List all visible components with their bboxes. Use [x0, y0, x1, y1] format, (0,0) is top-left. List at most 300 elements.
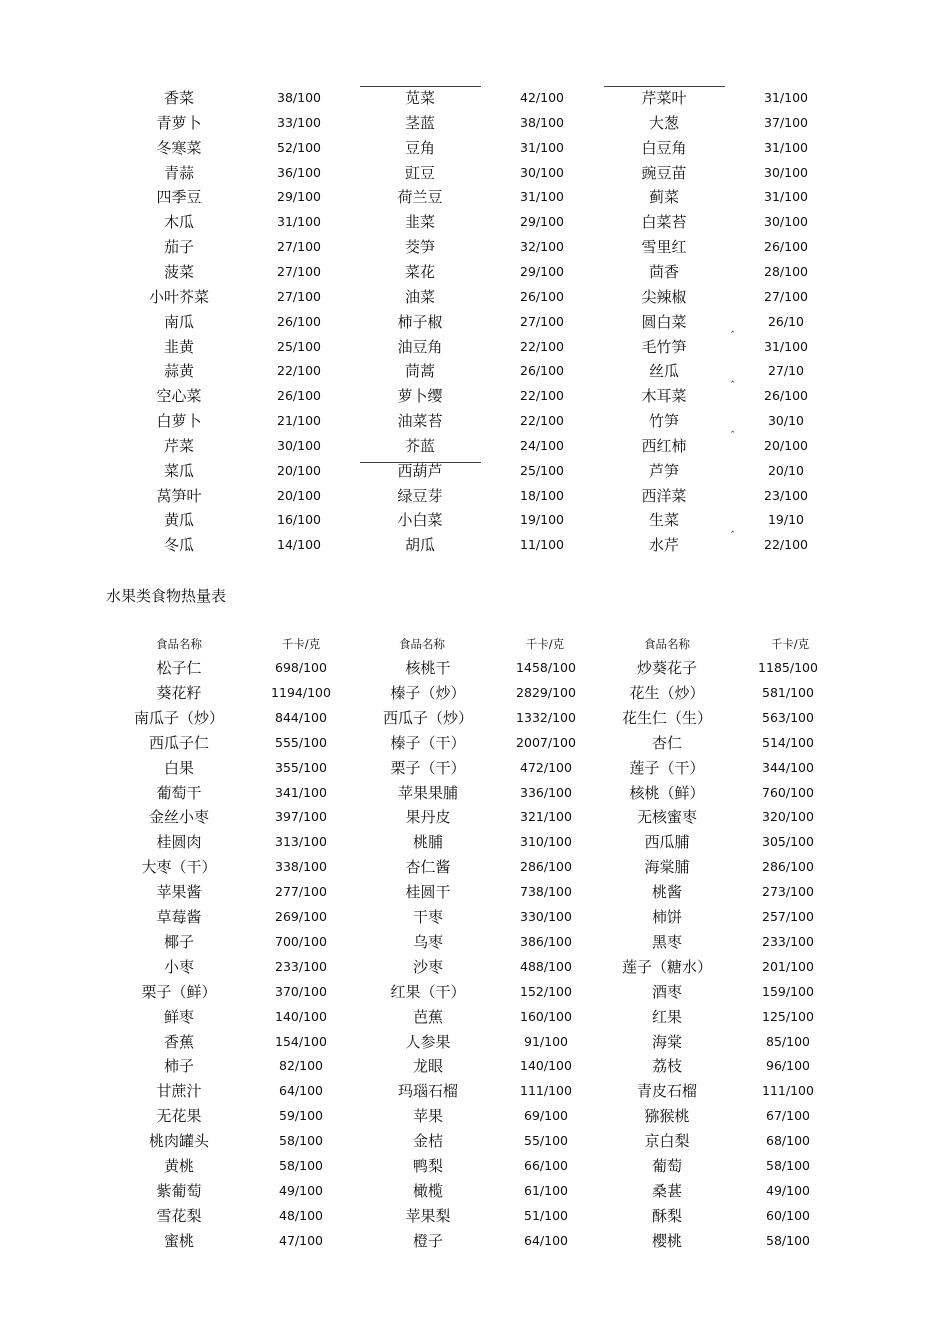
food-name: 柿子: [163, 1057, 195, 1076]
food-name: 毛竹笋: [641, 337, 687, 356]
food-name: 木瓜: [163, 213, 195, 232]
food-calories: 22/100: [520, 338, 564, 354]
food-calories: 20/10: [767, 462, 805, 478]
food-name: 青萝卜: [156, 113, 202, 132]
food-name: 紫葡萄: [156, 1181, 202, 1200]
food-name: 樱桃: [651, 1231, 683, 1250]
food-calories: 55/100: [524, 1133, 568, 1149]
food-calories: 61/100: [524, 1182, 568, 1198]
food-name: 豆角: [404, 138, 436, 157]
food-calories: 52/100: [277, 139, 321, 155]
table-row: [0, 162, 950, 186]
food-calories: 58/100: [279, 1133, 323, 1149]
food-name: 金丝小枣: [148, 808, 210, 827]
food-calories: 31/100: [764, 338, 808, 354]
table-row: [0, 1130, 950, 1154]
food-name: 韭菜: [404, 213, 436, 232]
food-calories: 11/100: [520, 537, 564, 553]
food-calories: 563/100: [762, 709, 814, 725]
food-calories: 47/100: [279, 1232, 323, 1248]
food-name: 苹果酱: [156, 883, 202, 902]
food-name: 白菜苔: [641, 213, 687, 232]
food-name: 黄瓜: [163, 511, 195, 530]
food-calories: 1458/100: [516, 660, 576, 675]
food-name: 乌枣: [412, 932, 444, 951]
food-name: 莲子（糖水）: [621, 957, 713, 976]
table-row: [0, 286, 950, 310]
food-name: 莲子（干）: [629, 758, 705, 777]
food-name: 柿子椒: [397, 312, 443, 331]
food-calories: 514/100: [762, 734, 814, 750]
food-name: 茴香: [648, 262, 680, 281]
food-calories: 85/100: [766, 1033, 810, 1049]
food-name: 炒葵花子: [636, 659, 698, 677]
food-calories: 698/100: [275, 660, 327, 675]
food-name: 鸭梨: [412, 1157, 444, 1175]
food-name: 空心菜: [156, 387, 202, 406]
food-calories: 60/100: [766, 1207, 810, 1223]
food-name: 水芹: [648, 536, 680, 555]
food-name: 菜瓜: [163, 461, 195, 480]
food-calories: 1185/100: [758, 660, 818, 675]
food-calories: 160/100: [520, 1008, 572, 1024]
food-calories: 320/100: [762, 809, 814, 825]
food-calories: 31/100: [764, 139, 808, 155]
food-name: 冬寒菜: [156, 138, 202, 157]
food-calories: 24/100: [520, 437, 564, 453]
table-row: [0, 782, 950, 806]
food-name: 小叶芥菜: [148, 287, 210, 306]
food-name: 桂圆肉: [156, 833, 202, 852]
food-name: 桃脯: [412, 833, 444, 852]
table-row: [0, 956, 950, 980]
food-calories: 386/100: [520, 933, 572, 949]
food-calories: 21/100: [277, 413, 321, 429]
table-row: [0, 881, 950, 905]
table-row: [0, 1230, 950, 1254]
food-calories: 338/100: [275, 859, 327, 875]
food-name: 菜花: [404, 262, 436, 281]
food-calories: 66/100: [524, 1158, 568, 1173]
food-calories: 26/100: [277, 388, 321, 404]
table-row: [0, 1055, 950, 1079]
table-row: [0, 1205, 950, 1229]
food-name: 金桔: [412, 1132, 444, 1151]
food-calories: 31/100: [764, 189, 808, 205]
food-calories: 28/100: [764, 263, 808, 279]
food-calories: 305/100: [762, 834, 814, 850]
food-calories: 29/100: [277, 189, 321, 205]
food-name: 人参果: [405, 1032, 451, 1051]
food-calories: 25/100: [520, 462, 564, 478]
food-name: 杏仁酱: [405, 858, 451, 877]
table-row: [0, 856, 950, 880]
food-name: 果丹皮: [405, 808, 451, 827]
food-calories: 69/100: [524, 1108, 568, 1124]
food-calories: 555/100: [275, 734, 327, 750]
table-row: [0, 1155, 950, 1179]
food-name: 酥梨: [651, 1206, 683, 1225]
food-name: 鲜枣: [163, 1007, 195, 1026]
food-calories: 330/100: [520, 909, 572, 924]
food-name: 萝卜缨: [397, 387, 443, 406]
food-calories: 22/100: [277, 363, 321, 379]
table-row: [0, 435, 950, 459]
table-row: [0, 211, 950, 235]
food-name: 玛瑙石榴: [397, 1082, 459, 1101]
food-name: 海棠脯: [644, 858, 690, 877]
food-calories: 58/100: [766, 1232, 810, 1248]
food-calories: 51/100: [524, 1207, 568, 1223]
food-name: 桑葚: [651, 1181, 683, 1200]
food-name: 大葱: [648, 113, 680, 132]
table-row: [0, 311, 950, 335]
food-name: 海棠: [651, 1032, 683, 1051]
food-name: 雪里红: [641, 238, 687, 257]
food-name: 青皮石榴: [636, 1082, 698, 1101]
food-calories: 26/100: [764, 239, 808, 255]
food-calories: 760/100: [762, 784, 814, 800]
food-name: 芭蕉: [412, 1007, 444, 1026]
food-calories: 273/100: [762, 884, 814, 900]
food-name: 胡瓜: [404, 536, 436, 555]
food-name: 橙子: [412, 1231, 444, 1250]
food-name: 桃肉罐头: [148, 1132, 210, 1151]
food-calories: 96/100: [766, 1058, 810, 1074]
food-calories: 64/100: [524, 1232, 568, 1248]
food-calories: 26/100: [520, 288, 564, 304]
food-calories: 344/100: [762, 759, 814, 775]
table-row: [0, 1080, 950, 1104]
food-calories: 310/100: [520, 834, 572, 850]
food-calories: 27/100: [277, 263, 321, 279]
table-row: [0, 757, 950, 781]
food-calories: 472/100: [520, 759, 572, 775]
table-row: [0, 261, 950, 285]
food-calories: 14/100: [277, 537, 321, 553]
food-calories: 154/100: [275, 1033, 327, 1049]
food-name: 雪花梨: [156, 1206, 202, 1225]
food-calories: 30/100: [764, 164, 808, 180]
food-name: 苹果梨: [405, 1206, 451, 1225]
food-calories: 25/100: [277, 338, 321, 354]
food-name: 龙眼: [412, 1057, 444, 1076]
food-calories: 32/100: [520, 239, 564, 255]
food-calories: 58/100: [279, 1158, 323, 1173]
food-calories: 16/100: [277, 512, 321, 528]
food-calories: 355/100: [275, 759, 327, 775]
food-name: 葡萄: [651, 1157, 683, 1175]
food-name: 竹笋: [648, 412, 680, 431]
food-name: 芦笋: [648, 461, 680, 480]
food-name: 小枣: [163, 957, 195, 976]
food-name: 柿饼: [651, 908, 683, 926]
food-calories: 125/100: [762, 1008, 814, 1024]
food-name: 苋菜: [404, 89, 436, 107]
table-row: [0, 732, 950, 756]
food-calories: 2007/100: [516, 734, 576, 750]
food-name: 香菜: [163, 89, 195, 107]
food-calories: 30/100: [520, 164, 564, 180]
food-calories: 257/100: [762, 909, 814, 924]
food-calories: 341/100: [275, 784, 327, 800]
table-row: [0, 981, 950, 1005]
table-row: [0, 360, 950, 384]
food-calories: 38/100: [520, 114, 564, 130]
stray-mark: ‸: [731, 322, 735, 333]
table-row: [0, 460, 950, 484]
food-name: 莴笋叶: [156, 486, 202, 505]
food-calories: 277/100: [275, 884, 327, 900]
header-unit: 千卡/克: [281, 637, 321, 651]
food-calories: 31/100: [520, 189, 564, 205]
food-name: 酒枣: [651, 982, 683, 1001]
food-name: 生菜: [648, 511, 680, 530]
food-name: 苹果: [412, 1107, 444, 1126]
food-calories: 37/100: [764, 114, 808, 130]
food-name: 茎蓝: [404, 113, 436, 132]
food-calories: 844/100: [275, 709, 327, 725]
table-row: [0, 707, 950, 731]
header-name: 食品名称: [644, 637, 690, 651]
food-calories: 68/100: [766, 1133, 810, 1149]
food-calories: 30/100: [764, 214, 808, 230]
food-calories: 27/100: [277, 288, 321, 304]
food-name: 白豆角: [641, 138, 687, 157]
food-name: 茼蒿: [404, 362, 436, 381]
food-name: 甘蔗汁: [156, 1082, 202, 1101]
food-calories: 64/100: [279, 1083, 323, 1099]
food-name: 香蕉: [163, 1032, 195, 1051]
table-row: [0, 1031, 950, 1055]
food-calories: 49/100: [279, 1182, 323, 1198]
food-name: 豇豆: [404, 163, 436, 182]
food-calories: 20/100: [277, 462, 321, 478]
food-calories: 233/100: [762, 933, 814, 949]
food-name: 葡萄干: [156, 783, 202, 802]
food-calories: 23/100: [764, 487, 808, 503]
food-name: 榛子（炒）: [390, 683, 466, 702]
food-calories: 738/100: [520, 884, 572, 900]
stray-mark: ‸: [731, 372, 735, 383]
food-name: 菠菜: [163, 262, 195, 281]
food-calories: 31/100: [764, 90, 808, 105]
food-calories: 313/100: [275, 834, 327, 850]
food-name: 西洋菜: [641, 486, 687, 505]
food-calories: 201/100: [762, 958, 814, 974]
food-name: 西瓜子仁: [148, 733, 210, 752]
food-name: 西瓜脯: [644, 833, 690, 852]
food-calories: 30/10: [767, 413, 805, 429]
food-name: 尖辣椒: [641, 287, 687, 306]
food-name: 茄子: [163, 238, 195, 257]
food-calories: 152/100: [520, 983, 572, 999]
food-name: 大枣（干）: [141, 858, 217, 877]
food-name: 冬瓜: [163, 536, 195, 555]
food-name: 猕猴桃: [644, 1107, 690, 1126]
table-row: [0, 236, 950, 260]
table-row: [0, 385, 950, 409]
food-name: 油菜: [404, 287, 436, 306]
food-calories: 269/100: [275, 909, 327, 924]
food-calories: 111/100: [762, 1083, 814, 1099]
food-calories: 140/100: [275, 1008, 327, 1024]
food-calories: 22/100: [764, 537, 808, 553]
food-calories: 27/10: [767, 363, 805, 379]
table-row: [0, 931, 950, 955]
food-name: 蓟菜: [648, 188, 680, 207]
food-name: 茭笋: [404, 238, 436, 257]
food-calories: 26/100: [520, 363, 564, 379]
food-name: 荷兰豆: [397, 188, 443, 207]
food-name: 四季豆: [156, 188, 202, 207]
food-name: 丝瓜: [648, 362, 680, 381]
food-calories: 42/100: [520, 90, 564, 105]
food-name: 沙枣: [412, 957, 444, 976]
food-calories: 67/100: [766, 1108, 810, 1124]
food-name: 松子仁: [156, 659, 202, 677]
header-unit: 千卡/克: [525, 637, 565, 651]
table-row: [0, 1006, 950, 1030]
food-name: 木耳菜: [641, 387, 687, 406]
food-name: 芹菜: [163, 436, 195, 455]
food-calories: 700/100: [275, 933, 327, 949]
food-name: 核桃干: [405, 659, 451, 677]
food-calories: 48/100: [279, 1207, 323, 1223]
food-name: 核桃（鲜）: [629, 783, 705, 802]
stray-mark: ‸: [731, 422, 735, 433]
table-row: [0, 137, 950, 161]
table-row: [0, 1105, 950, 1129]
food-name: 椰子: [163, 932, 195, 951]
food-calories: 20/100: [764, 437, 808, 453]
food-name: 南瓜子（炒）: [133, 708, 225, 727]
food-calories: 29/100: [520, 263, 564, 279]
food-calories: 370/100: [275, 983, 327, 999]
table-row: [0, 534, 950, 558]
table-row: [0, 410, 950, 434]
food-name: 油菜苔: [397, 412, 443, 431]
food-name: 无花果: [156, 1107, 202, 1126]
food-name: 油豆角: [397, 337, 443, 356]
food-name: 荔枝: [651, 1057, 683, 1076]
food-name: 桃酱: [651, 883, 683, 902]
food-calories: 286/100: [520, 859, 572, 875]
food-name: 韭黄: [163, 337, 195, 356]
table-row: [0, 87, 950, 111]
food-calories: 111/100: [520, 1083, 572, 1099]
food-calories: 286/100: [762, 859, 814, 875]
food-name: 苹果果脯: [397, 783, 459, 802]
table-row: [0, 112, 950, 136]
food-calories: 27/100: [764, 288, 808, 304]
table-row: [0, 509, 950, 533]
food-calories: 36/100: [277, 164, 321, 180]
food-name: 红果（干）: [390, 982, 466, 1001]
stray-mark: ‸: [731, 522, 735, 533]
food-calories: 30/100: [277, 437, 321, 453]
food-calories: 397/100: [275, 809, 327, 825]
food-name: 西葫芦: [397, 461, 443, 480]
header-name: 食品名称: [399, 637, 445, 651]
food-calories: 19/10: [767, 512, 805, 528]
food-calories: 91/100: [524, 1033, 568, 1049]
food-calories: 49/100: [766, 1182, 810, 1198]
food-calories: 26/100: [764, 388, 808, 404]
food-calories: 27/100: [520, 313, 564, 329]
food-name: 干枣: [412, 908, 444, 926]
table-row: [0, 831, 950, 855]
food-name: 栗子（鲜）: [141, 982, 217, 1001]
food-name: 杏仁: [651, 733, 683, 752]
food-name: 花生（炒）: [629, 683, 705, 702]
food-calories: 20/100: [277, 487, 321, 503]
food-name: 桂圆干: [405, 883, 451, 902]
food-calories: 33/100: [277, 114, 321, 130]
food-name: 红果: [651, 1007, 683, 1026]
food-name: 青蒜: [163, 163, 195, 182]
food-name: 绿豆芽: [397, 486, 443, 505]
header-name: 食品名称: [156, 637, 202, 651]
food-name: 西瓜子（炒）: [382, 708, 474, 727]
food-calories: 488/100: [520, 958, 572, 974]
food-calories: 58/100: [766, 1158, 810, 1173]
food-name: 榛子（干）: [390, 733, 466, 752]
food-name: 无核蜜枣: [636, 808, 698, 827]
food-calories: 19/100: [520, 512, 564, 528]
food-name: 蜜桃: [163, 1231, 195, 1250]
food-name: 圆白菜: [641, 312, 687, 331]
food-name: 黄桃: [163, 1157, 195, 1175]
table-row: [0, 906, 950, 930]
food-calories: 31/100: [277, 214, 321, 230]
food-name: 葵花籽: [156, 683, 202, 702]
table-row: [0, 336, 950, 360]
fruit-section-title: 水果类食物热量表: [106, 587, 227, 605]
table-row: [0, 186, 950, 210]
food-name: 芹菜叶: [641, 89, 687, 107]
food-name: 南瓜: [163, 312, 195, 331]
food-calories: 581/100: [762, 684, 814, 700]
food-name: 白果: [163, 758, 195, 777]
food-calories: 26/10: [767, 313, 805, 329]
food-calories: 1194/100: [271, 684, 331, 700]
food-calories: 26/100: [277, 313, 321, 329]
food-calories: 22/100: [520, 388, 564, 404]
food-calories: 27/100: [277, 239, 321, 255]
food-name: 蒜黄: [163, 362, 195, 381]
food-calories: 1332/100: [516, 709, 576, 725]
food-name: 栗子（干）: [390, 758, 466, 777]
food-calories: 140/100: [520, 1058, 572, 1074]
food-calories: 321/100: [520, 809, 572, 825]
food-calories: 336/100: [520, 784, 572, 800]
food-calories: 38/100: [277, 90, 321, 105]
table-row: [0, 682, 950, 706]
table-row: [0, 806, 950, 830]
food-calories: 18/100: [520, 487, 564, 503]
food-name: 西红柿: [641, 436, 687, 455]
food-calories: 2829/100: [516, 684, 576, 700]
food-name: 黑枣: [651, 932, 683, 951]
food-calories: 22/100: [520, 413, 564, 429]
food-name: 小白菜: [397, 511, 443, 530]
table-row: [0, 657, 950, 681]
food-calories: 31/100: [520, 139, 564, 155]
table-row: [0, 1180, 950, 1204]
food-calories: 233/100: [275, 958, 327, 974]
food-name: 橄榄: [412, 1181, 444, 1200]
